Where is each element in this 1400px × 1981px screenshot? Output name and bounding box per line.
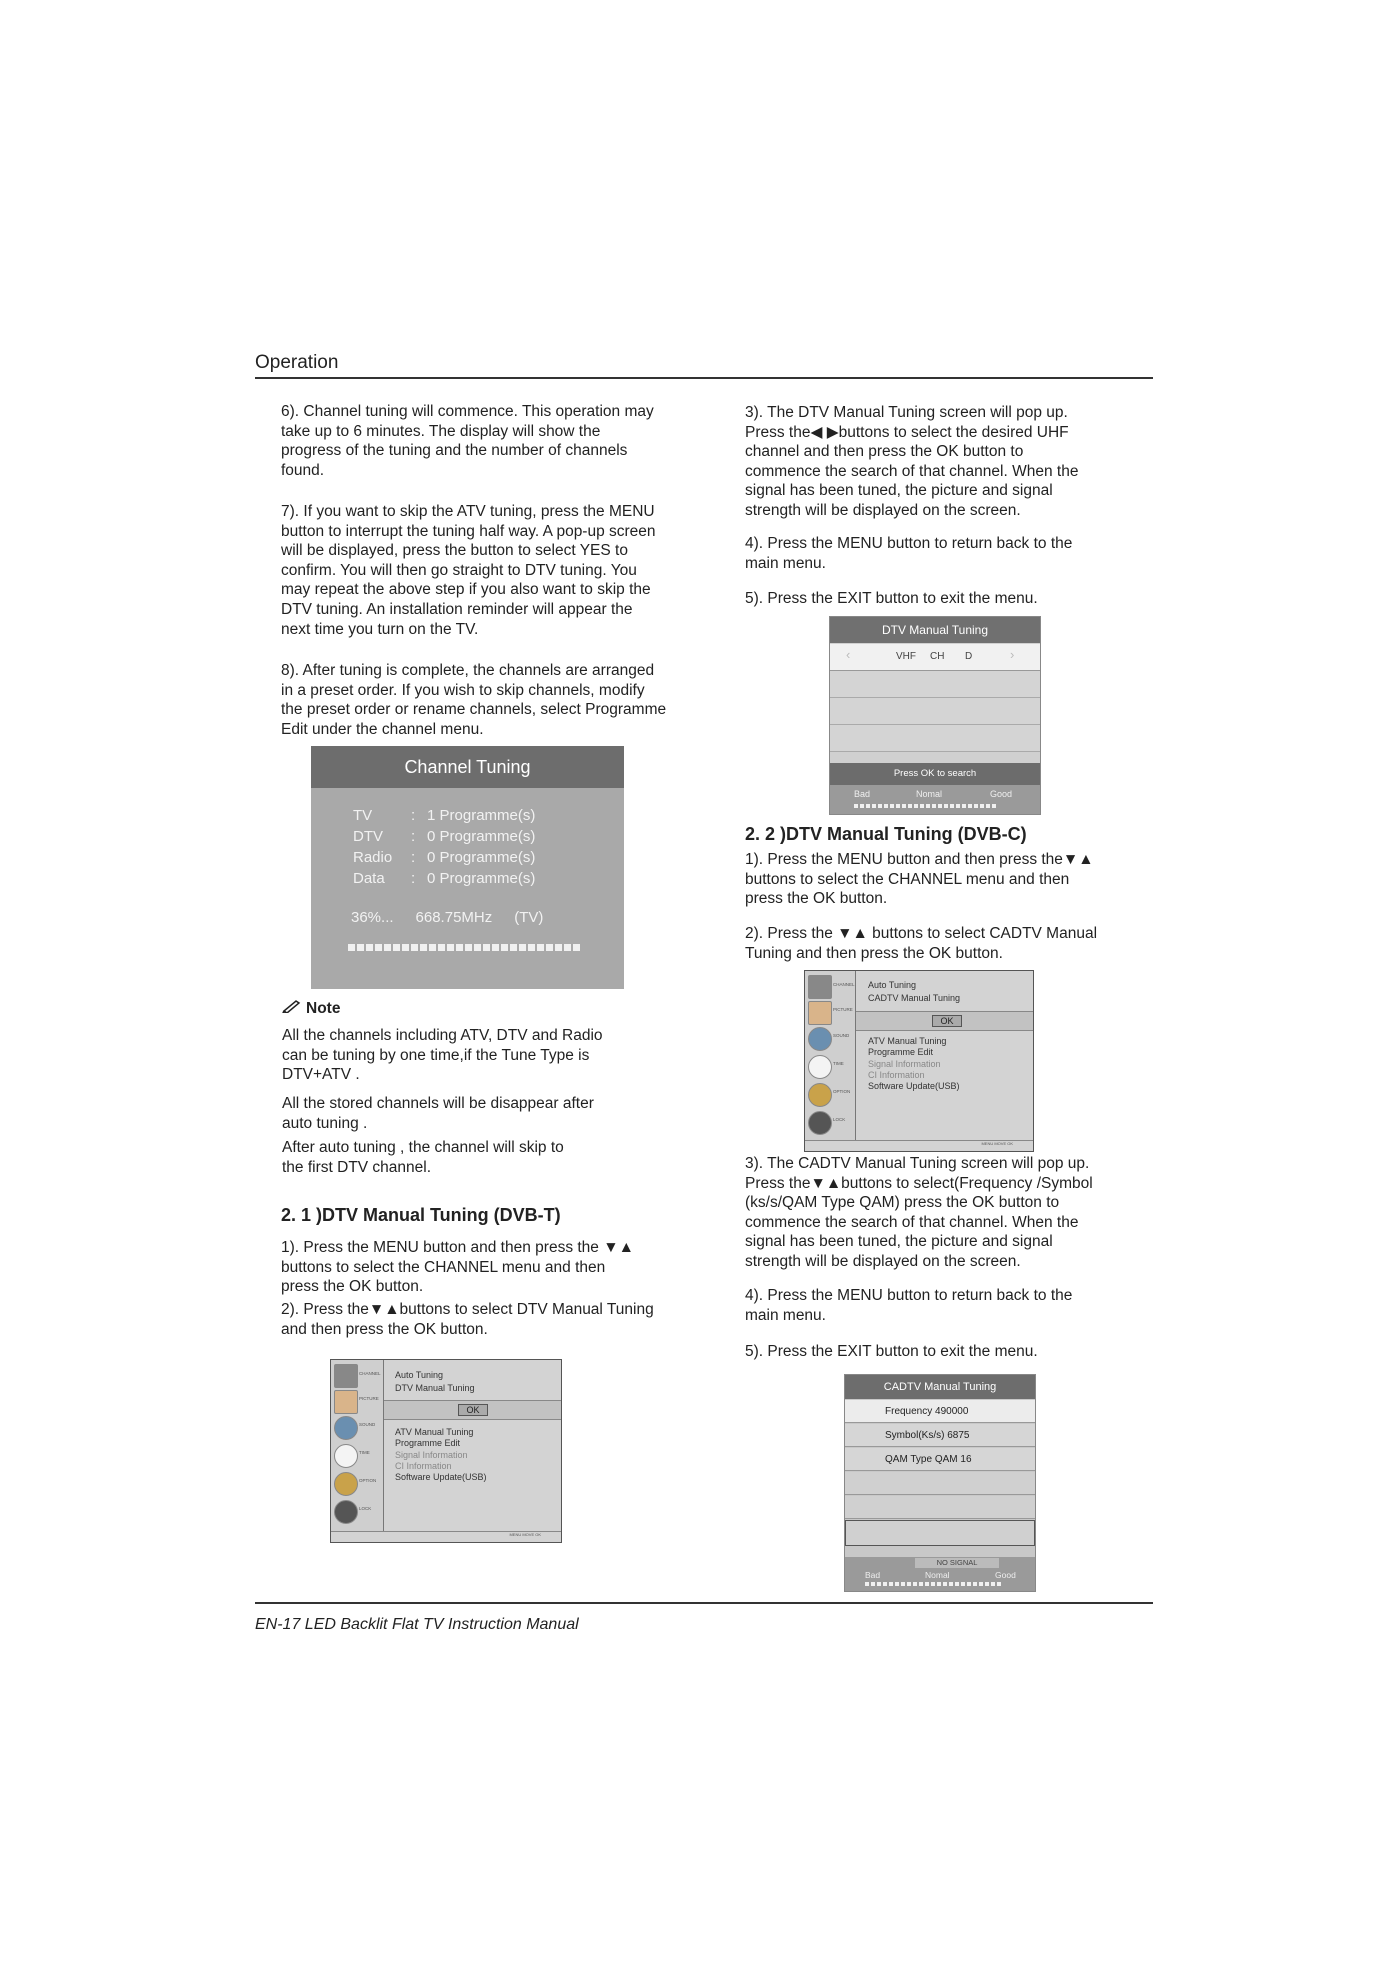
text-line: main menu. (745, 554, 826, 572)
header-rule (255, 377, 1153, 379)
text-line: Tuning and then press the OK button. (745, 944, 1003, 962)
pencil-icon (282, 999, 302, 1018)
progress-type: (TV) (514, 909, 544, 926)
text-line: signal has been tuned, the picture and signal (745, 1233, 1053, 1251)
sound-icon (334, 1416, 358, 1440)
menu-item-signal-information: Signal Information (868, 1059, 941, 1069)
ct-label: TV (353, 807, 373, 824)
ok-button[interactable]: OK (932, 1015, 962, 1027)
text-line: DTV+ATV . (282, 1066, 360, 1084)
side-label: TIME (359, 1450, 370, 1455)
step-3-paragraph (745, 403, 1078, 521)
channel-menu-screenshot-dvbt (330, 1359, 562, 1543)
channel-icon (334, 1364, 358, 1388)
side-label: TIME (833, 1061, 844, 1066)
footer-rule (255, 1602, 1153, 1604)
step-7-paragraph (281, 502, 656, 639)
text-line: 5). Press the EXIT button to exit the menu. (745, 590, 1038, 607)
progress-frequency: 668.75MHz (415, 909, 493, 926)
side-label: SOUND (359, 1422, 376, 1427)
progress-bar (348, 944, 580, 953)
side-label: PICTURE (833, 1007, 853, 1012)
text-line: After auto tuning , the channel will skip to (282, 1139, 564, 1156)
side-label: LOCK (833, 1117, 846, 1122)
picture-icon (808, 1001, 832, 1025)
text-line: All the stored channels will be disappear after (282, 1095, 594, 1112)
text-line: 6). Channel tuning will commence. This operation may (281, 403, 654, 420)
text-line: strength will be displayed on the screen. (745, 501, 1021, 519)
text-line: button to interrupt the tuning half way. A pop-up screen (281, 522, 656, 540)
signal-bad-label: Bad (854, 789, 871, 799)
menu-footer-hints: MENU MOVE OK (331, 1531, 561, 1542)
band-value: VHF (896, 651, 916, 662)
menu-item-software-update[interactable]: Software Update(USB) (395, 1472, 487, 1482)
ct-row-dtv (353, 828, 535, 845)
footer-text: EN-17 LED Backlit Flat TV Instruction Manual (255, 1616, 579, 1633)
text-line: Press the◀ ▶buttons to select the desired UHF (745, 423, 1069, 441)
dvbc-heading: 2. 2 )DTV Manual Tuning (DVB-C) (745, 824, 1027, 844)
text-line: Edit under the channel menu. (281, 720, 484, 738)
ok-button[interactable]: OK (458, 1404, 488, 1416)
ch-label: CH (930, 651, 945, 662)
ct-label: DTV (353, 828, 383, 845)
text-line: 1). Press the MENU button and then press the▼▲ (745, 851, 1094, 868)
signal-normal-label: Nomal (916, 789, 943, 799)
text-line: and then press the OK button. (281, 1320, 488, 1338)
menu-item-signal-information: Signal Information (395, 1450, 468, 1460)
text-line: progress of the tuning and the number of channels (281, 442, 628, 460)
side-label: OPTION (359, 1478, 377, 1483)
qam-type-field[interactable]: QAM Type QAM 16 (845, 1448, 1035, 1471)
menu-sidebar (805, 971, 856, 1141)
dtv-manual-title: DTV Manual Tuning (830, 617, 1040, 643)
menu-item-auto-tuning[interactable]: Auto Tuning (868, 980, 917, 990)
text-line: 4). Press the MENU button to return back to the (745, 1287, 1073, 1304)
dvbt-heading: 2. 1 )DTV Manual Tuning (DVB-T) (281, 1205, 561, 1225)
picture-icon (334, 1390, 358, 1414)
empty-row (830, 698, 1040, 725)
ct-value: 1 Programme(s) (427, 807, 536, 824)
signal-meter (854, 804, 996, 813)
ct-value: 0 Programme(s) (427, 849, 536, 866)
ct-value: 0 Programme(s) (427, 870, 536, 887)
cadtv-manual-tuning-screen (844, 1374, 1036, 1592)
note-title: Note (306, 1000, 341, 1017)
text-line: 2). Press the▼▲buttons to select DTV Manual Tuning (281, 1301, 654, 1318)
text-line: (ks/s/QAM Type QAM) press the OK button to (745, 1194, 1060, 1212)
channel-selector[interactable] (830, 644, 1040, 671)
empty-row (845, 1496, 1035, 1519)
side-label: LOCK (359, 1506, 372, 1511)
text-line: the first DTV channel. (282, 1158, 432, 1176)
empty-row (830, 725, 1040, 752)
right-arrow-icon[interactable]: › (1010, 647, 1015, 662)
channel-icon (808, 975, 832, 999)
ct-sep: : (411, 870, 416, 887)
text-line: 2). Press the ▼▲ buttons to select CADTV Manual (745, 925, 1098, 942)
time-icon (808, 1055, 832, 1079)
text-line: buttons to select the CHANNEL menu and then (281, 1258, 606, 1276)
symbol-rate-field[interactable]: Symbol(Ks/s) 6875 (845, 1424, 1035, 1447)
signal-bad-label: Bad (865, 1570, 881, 1580)
step-6-paragraph (281, 402, 654, 480)
step-8-paragraph (281, 661, 666, 739)
note-heading (282, 999, 340, 1018)
side-label: SOUND (833, 1033, 850, 1038)
side-label: CHANNEL (359, 1371, 381, 1376)
menu-item-atv-manual-tuning[interactable]: ATV Manual Tuning (868, 1036, 947, 1046)
text-line: main menu. (745, 1306, 826, 1324)
menu-item-atv-manual-tuning[interactable]: ATV Manual Tuning (395, 1427, 474, 1437)
empty-row (845, 1472, 1035, 1495)
ok-band (384, 1400, 561, 1420)
cadtv-manual-title: CADTV Manual Tuning (845, 1375, 1035, 1399)
text-line: confirm. You will then go straight to DTV tuning. You (281, 561, 637, 579)
signal-normal-label: Nomal (925, 1570, 950, 1580)
empty-row (845, 1520, 1035, 1546)
dvbt-step-2 (281, 1300, 654, 1339)
text-line: All the channels including ATV, DTV and Radio (282, 1027, 603, 1044)
dvbt-step-1 (281, 1238, 634, 1297)
menu-item-cadtv-manual-tuning[interactable]: CADTV Manual Tuning (868, 993, 961, 1003)
text-line: press the OK button. (745, 890, 888, 908)
signal-meter (865, 1582, 1001, 1591)
menu-footer-hints: MENU MOVE OK (805, 1140, 1033, 1151)
dvbc-step-2 (745, 924, 1097, 963)
dvbc-step-1 (745, 850, 1094, 909)
option-icon (808, 1083, 832, 1107)
menu-item-programme-edit[interactable]: Programme Edit (395, 1438, 461, 1448)
ct-label: Data (353, 870, 385, 887)
text-line: 4). Press the MENU button to return back to the (745, 535, 1073, 552)
signal-good-label: Good (990, 789, 1013, 799)
text-line: buttons to select the CHANNEL menu and then (745, 870, 1070, 888)
text-line: DTV tuning. An installation reminder will appear the (281, 600, 633, 618)
text-line: the preset order or rename channels, select Programme (281, 701, 667, 719)
text-line: may repeat the above step if you also want to skip the (281, 581, 651, 599)
text-line: channel and then press the OK button to (745, 443, 1024, 461)
text-line: press the OK button. (281, 1278, 424, 1296)
text-line: found. (281, 461, 325, 479)
text-line: 8). After tuning is complete, the channels are arranged (281, 662, 655, 679)
text-line: will be displayed, press the button to select YES to (281, 542, 628, 560)
menu-item-software-update[interactable]: Software Update(USB) (868, 1081, 960, 1091)
channel-menu-screenshot-dvbc (804, 970, 1034, 1152)
side-label: OPTION (833, 1089, 851, 1094)
dvbc-step-3 (745, 1154, 1093, 1272)
step-5-paragraph (745, 589, 1038, 609)
press-ok-prompt: Press OK to search (830, 763, 1040, 785)
note-item-2 (282, 1094, 594, 1133)
ct-sep: : (411, 849, 416, 866)
dvbc-step-4 (745, 1286, 1072, 1325)
text-line: commence the search of that channel. When the (745, 462, 1079, 480)
time-icon (334, 1444, 358, 1468)
note-item-1 (282, 1026, 603, 1085)
frequency-field[interactable]: Frequency 490000 (845, 1400, 1035, 1423)
tuning-progress-readout (351, 909, 565, 926)
ct-sep: : (411, 807, 416, 824)
side-label: CHANNEL (833, 982, 855, 987)
text-line: 1). Press the MENU button and then press the ▼▲ (281, 1239, 634, 1256)
text-line: strength will be displayed on the screen. (745, 1252, 1021, 1270)
signal-quality-bar (845, 1557, 1035, 1591)
menu-item-programme-edit[interactable]: Programme Edit (868, 1047, 934, 1057)
section-title: Operation (255, 352, 339, 373)
ct-label: Radio (353, 849, 393, 866)
text-line: auto tuning . (282, 1114, 368, 1132)
text-line: take up to 6 minutes. The display will show the (281, 422, 601, 440)
menu-item-ci-information: CI Information (868, 1070, 925, 1080)
menu-sidebar (331, 1360, 384, 1532)
no-signal-status: NO SIGNAL (915, 1558, 999, 1568)
ct-value: 0 Programme(s) (427, 828, 536, 845)
text-line: commence the search of that channel. When the (745, 1213, 1079, 1231)
step-4-paragraph (745, 534, 1072, 573)
channel-tuning-title: Channel Tuning (311, 746, 624, 788)
ct-sep: : (411, 828, 416, 845)
left-arrow-icon[interactable]: ‹ (846, 647, 851, 662)
text-line: 5). Press the EXIT button to exit the menu. (745, 1343, 1038, 1360)
progress-percent: 36%... (351, 909, 394, 926)
text-line: 7). If you want to skip the ATV tuning, press the MENU (281, 503, 655, 520)
signal-good-label: Good (995, 1570, 1016, 1580)
ok-band (856, 1011, 1033, 1031)
menu-item-ci-information: CI Information (395, 1461, 452, 1471)
channel-tuning-screen (311, 746, 624, 989)
empty-row (830, 671, 1040, 698)
text-line: 3). The CADTV Manual Tuning screen will pop up. (745, 1155, 1090, 1172)
note-item-3 (282, 1138, 564, 1177)
text-line: 3). The DTV Manual Tuning screen will pop up. (745, 404, 1068, 421)
text-line: next time you turn on the TV. (281, 620, 479, 638)
text-line: in a preset order. If you wish to skip channels, modify (281, 681, 645, 699)
signal-quality-bar (830, 785, 1040, 814)
text-line: can be tuning by one time,if the Tune Type is (282, 1046, 590, 1064)
menu-item-dtv-manual-tuning[interactable]: DTV Manual Tuning (395, 1383, 475, 1393)
side-label: PICTURE (359, 1396, 379, 1401)
sound-icon (808, 1027, 832, 1051)
menu-item-auto-tuning[interactable]: Auto Tuning (395, 1370, 444, 1380)
dtv-manual-tuning-screen (829, 616, 1041, 815)
text-line: Press the▼▲buttons to select(Frequency /Symbol (745, 1174, 1093, 1192)
ch-value: D (965, 651, 973, 662)
lock-icon (808, 1111, 832, 1135)
option-icon (334, 1472, 358, 1496)
text-line: signal has been tuned, the picture and signal (745, 482, 1053, 500)
dvbc-step-5 (745, 1342, 1038, 1362)
ct-row-data (353, 870, 535, 887)
ct-row-radio (353, 849, 535, 866)
ct-row-tv (353, 807, 535, 824)
lock-icon (334, 1500, 358, 1524)
